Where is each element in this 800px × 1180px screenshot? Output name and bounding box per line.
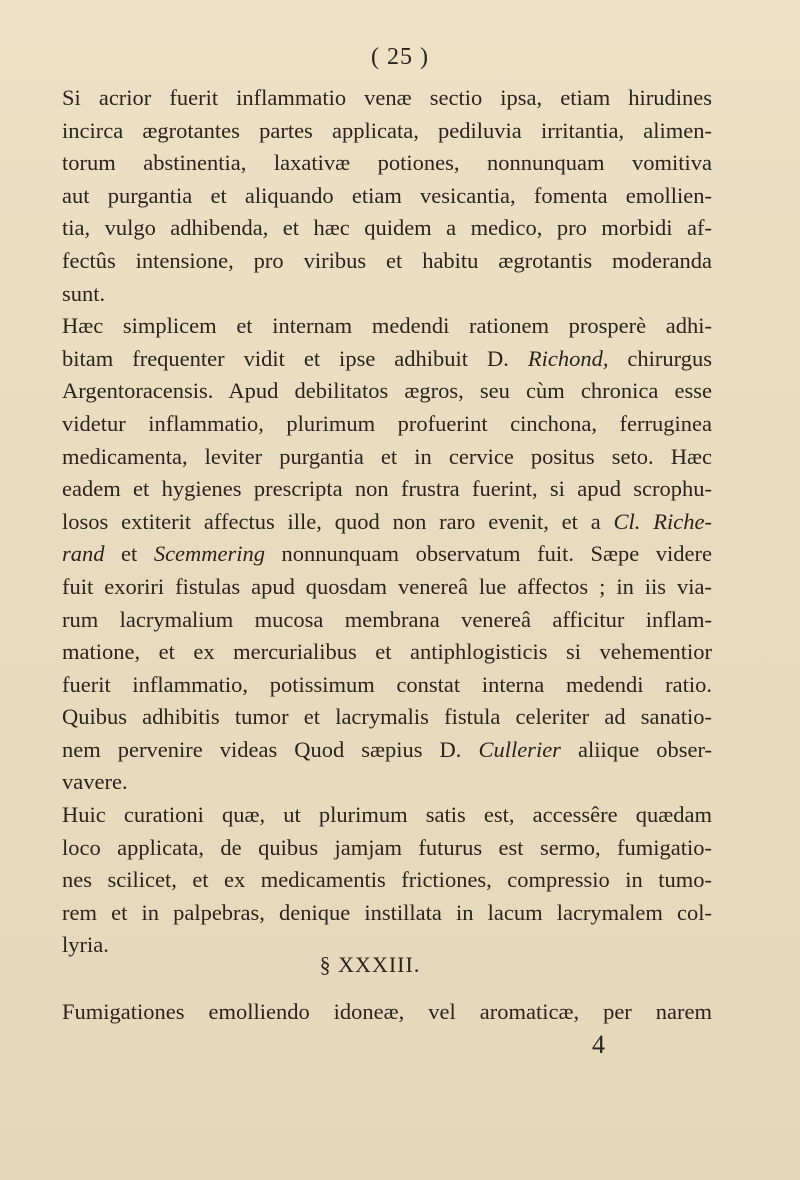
paragraph-2 xyxy=(62,310,712,799)
text-line: aut purgantia et aliquando etiam vesicantia, fomenta emollien- xyxy=(62,182,712,208)
body-text xyxy=(62,82,712,962)
name-cullerier: Cullerier xyxy=(478,736,561,762)
text-line: Quibus adhibitis tumor et lacrymalis fistula celeriter ad sanatio- xyxy=(62,704,712,730)
name-scemmering: Scemmering xyxy=(153,541,266,567)
text-line: incirca ægrotantes partes applicata, pediluvia irritantia, alimen- xyxy=(62,117,712,143)
text-line: fuerit inflammatio, potissimum constat interna medendi ratio. xyxy=(62,671,712,697)
text-line: nes scilicet, et ex medicamentis frictiones, compressio in tumo- xyxy=(62,867,712,893)
text-line: eadem et hygienes prescripta non frustra fuerint, si apud scrophu- xyxy=(62,476,712,502)
text-line: rem et in palpebras, denique instillata in lacum lacrymalem col- xyxy=(62,899,712,925)
text-line: tia, vulgo adhibenda, et hæc quidem a medico, pro morbidi af- xyxy=(62,215,712,241)
text-line: lyria. xyxy=(62,932,109,958)
text-line: medicamenta, leviter purgantia et in cervice positus seto. Hæc xyxy=(62,443,712,469)
text-line xyxy=(62,538,712,571)
text-run: aliique obser- xyxy=(560,736,712,762)
text-line: fectûs intensione, pro viribus et habitu ægrotantis moderanda xyxy=(62,247,712,273)
text-line: rum lacrymalium mucosa membrana venereâ afficitur inflam- xyxy=(62,606,712,632)
text-line: torum abstinentia, laxativæ potiones, nonnunquam vomitiva xyxy=(62,150,712,176)
text-run: losos extiterit affectus ille, quod non raro evenit, et a xyxy=(62,508,614,534)
page-number: ( 25 ) xyxy=(371,44,429,70)
name-richerand-cont: rand xyxy=(62,541,105,567)
text-run: nonnunquam observatum fuit. Sæpe videre xyxy=(265,541,712,567)
text-run: bitam frequenter vidit et ipse adhibuit D. xyxy=(62,345,528,371)
text-line: vavere. xyxy=(62,769,128,795)
text-line: videtur inflammatio, plurimum profuerint cinchona, ferruginea xyxy=(62,410,712,436)
text-line: Si acrior fuerit inflammatio venæ sectio ipsa, etiam hirudines xyxy=(62,85,712,110)
paragraph-3 xyxy=(62,799,712,962)
text-run: nem pervenire videas Quod sæpius D. xyxy=(62,736,479,762)
text-run: chirurgus xyxy=(608,345,712,371)
paragraph-1 xyxy=(62,82,712,310)
text-line xyxy=(62,506,712,539)
text-line: Hæc simplicem et internam medendi rationem prosperè adhi- xyxy=(62,313,712,339)
text-line: Argentoracensis. Apud debilitatos ægros, seu cùm chronica esse xyxy=(62,378,712,404)
text-run: et xyxy=(104,541,154,567)
section-heading: § XXXIII. xyxy=(319,952,421,977)
name-richond: Richond, xyxy=(527,345,609,371)
text-line: sunt. xyxy=(62,280,106,306)
text-line: matione, et ex mercurialibus et antiphlogisticis si vehementior xyxy=(62,639,712,665)
name-richerand: Cl. Riche- xyxy=(613,508,712,534)
signature-mark: 4 xyxy=(592,1030,605,1059)
final-line: Fumigationes emolliendo idoneæ, vel aromaticæ, per narem xyxy=(62,999,712,1024)
text-line xyxy=(62,734,712,767)
text-line: Huic curationi quæ, ut plurimum satis est, accessêre quædam xyxy=(62,802,712,828)
text-line: fuit exoriri fistulas apud quosdam venereâ lue affectos ; in iis via- xyxy=(62,573,712,599)
text-line: loco applicata, de quibus jamjam futurus est sermo, fumigatio- xyxy=(62,834,712,860)
text-line xyxy=(62,343,712,376)
